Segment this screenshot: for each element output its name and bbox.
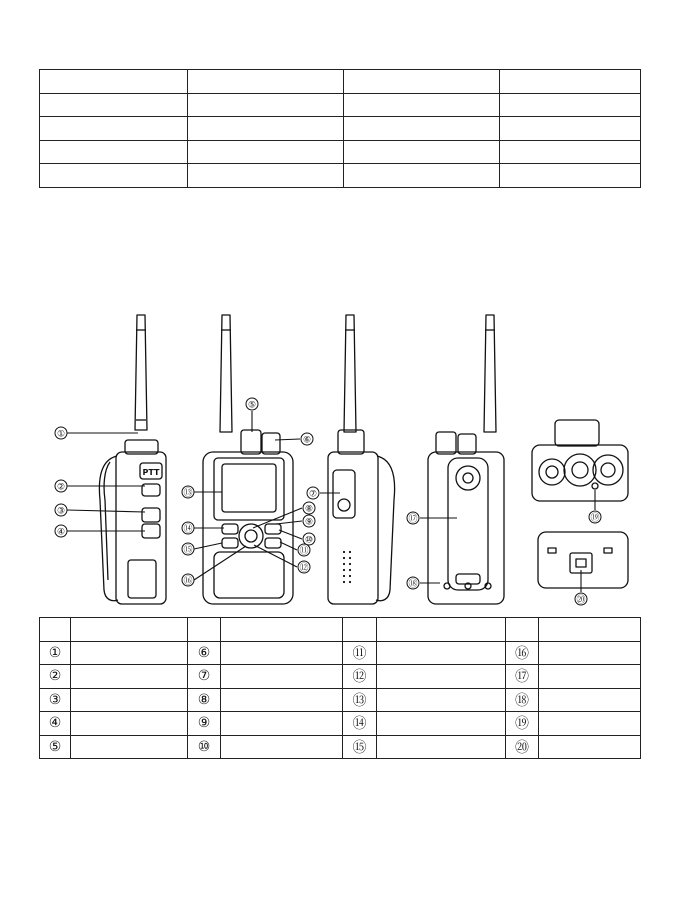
callout-13: ⑬ xyxy=(183,488,193,499)
table-cell xyxy=(40,618,71,642)
callout-5: ⑤ xyxy=(247,400,257,411)
table-cell xyxy=(40,164,188,188)
part-name xyxy=(377,735,506,759)
part-number: ⑯ xyxy=(506,641,539,665)
table-header-row xyxy=(40,618,641,642)
part-number: ⑪ xyxy=(343,641,377,665)
table-row xyxy=(40,712,641,736)
part-number: ⑥ xyxy=(188,641,221,665)
radio-left-side-view xyxy=(99,315,166,604)
callout-20: ⑳ xyxy=(576,595,586,606)
radio-back-view xyxy=(428,315,504,604)
part-number: ⑦ xyxy=(188,665,221,689)
table-cell xyxy=(40,70,188,94)
callout-7: ⑦ xyxy=(308,489,318,500)
callout-4: ④ xyxy=(56,527,66,538)
part-number: ⑩ xyxy=(188,735,221,759)
part-name xyxy=(71,735,188,759)
table-cell xyxy=(344,140,500,164)
part-name xyxy=(221,641,343,665)
table-cell xyxy=(188,70,344,94)
callout-12: ⑫ xyxy=(299,563,309,574)
part-name xyxy=(221,665,343,689)
callout-8: ⑧ xyxy=(304,504,314,515)
part-number: ⑬ xyxy=(343,688,377,712)
callout-18: ⑱ xyxy=(408,579,418,590)
part-name xyxy=(377,665,506,689)
part-number: ① xyxy=(40,641,71,665)
part-name xyxy=(221,688,343,712)
table-row xyxy=(40,665,641,689)
part-number: ⑲ xyxy=(506,712,539,736)
spec-table xyxy=(39,69,641,188)
part-number: ③ xyxy=(40,688,71,712)
table-cell xyxy=(188,164,344,188)
radio-top-knobs-view xyxy=(532,420,628,501)
radio-front-view xyxy=(203,315,293,604)
part-name xyxy=(377,712,506,736)
callout-15: ⑮ xyxy=(183,545,193,556)
part-name xyxy=(539,712,641,736)
part-number: ⑭ xyxy=(343,712,377,736)
table-row xyxy=(40,140,641,164)
part-number: ② xyxy=(40,665,71,689)
table-cell xyxy=(506,618,539,642)
callout-16: ⑯ xyxy=(183,576,193,587)
part-name xyxy=(71,641,188,665)
table-cell xyxy=(500,117,641,141)
table-cell xyxy=(344,164,500,188)
part-number: ④ xyxy=(40,712,71,736)
table-cell xyxy=(500,164,641,188)
table-cell xyxy=(500,70,641,94)
part-number: ⑧ xyxy=(188,688,221,712)
table-row xyxy=(40,70,641,94)
callout-3: ③ xyxy=(56,506,66,517)
table-row xyxy=(40,735,641,759)
callout-19: ⑲ xyxy=(590,513,600,524)
part-number: ⑨ xyxy=(188,712,221,736)
table-row xyxy=(40,688,641,712)
part-number: ⑳ xyxy=(506,735,539,759)
callout-2: ② xyxy=(56,482,66,493)
part-name xyxy=(71,665,188,689)
table-cell xyxy=(500,140,641,164)
callout-14: ⑭ xyxy=(183,524,193,535)
part-number: ⑱ xyxy=(506,688,539,712)
parts-table xyxy=(39,617,641,759)
callout-leaders xyxy=(67,411,595,592)
callout-11: ⑪ xyxy=(299,546,309,557)
table-cell xyxy=(221,618,343,642)
part-name xyxy=(377,641,506,665)
table-cell xyxy=(344,117,500,141)
radio-diagram xyxy=(0,300,680,610)
callout-9: ⑨ xyxy=(304,517,314,528)
table-row xyxy=(40,641,641,665)
callout-10: ⑩ xyxy=(304,535,314,546)
table-cell xyxy=(344,70,500,94)
table-cell xyxy=(188,117,344,141)
table-cell xyxy=(40,140,188,164)
part-name xyxy=(71,712,188,736)
part-name xyxy=(539,641,641,665)
callout-1: ① xyxy=(56,429,66,440)
part-name xyxy=(221,735,343,759)
table-cell xyxy=(539,618,641,642)
radio-bottom-connector-view xyxy=(538,532,628,588)
part-name xyxy=(539,735,641,759)
table-row xyxy=(40,117,641,141)
table-cell xyxy=(343,618,377,642)
part-number: ⑮ xyxy=(343,735,377,759)
table-cell xyxy=(40,93,188,117)
part-number: ⑤ xyxy=(40,735,71,759)
table-row xyxy=(40,93,641,117)
table-cell xyxy=(344,93,500,117)
part-name xyxy=(539,665,641,689)
part-number: ⑫ xyxy=(343,665,377,689)
table-cell xyxy=(188,618,221,642)
table-cell xyxy=(500,93,641,117)
table-cell xyxy=(377,618,506,642)
part-number: ⑰ xyxy=(506,665,539,689)
callout-17: ⑰ xyxy=(408,514,418,525)
table-cell xyxy=(188,140,344,164)
ptt-label: PTT xyxy=(142,468,160,477)
part-name xyxy=(539,688,641,712)
table-row xyxy=(40,164,641,188)
radio-right-side-view xyxy=(328,315,395,604)
table-cell xyxy=(188,93,344,117)
table-cell xyxy=(40,117,188,141)
part-name xyxy=(377,688,506,712)
table-cell xyxy=(71,618,188,642)
part-name xyxy=(221,712,343,736)
callout-6: ⑥ xyxy=(302,435,312,446)
part-name xyxy=(71,688,188,712)
